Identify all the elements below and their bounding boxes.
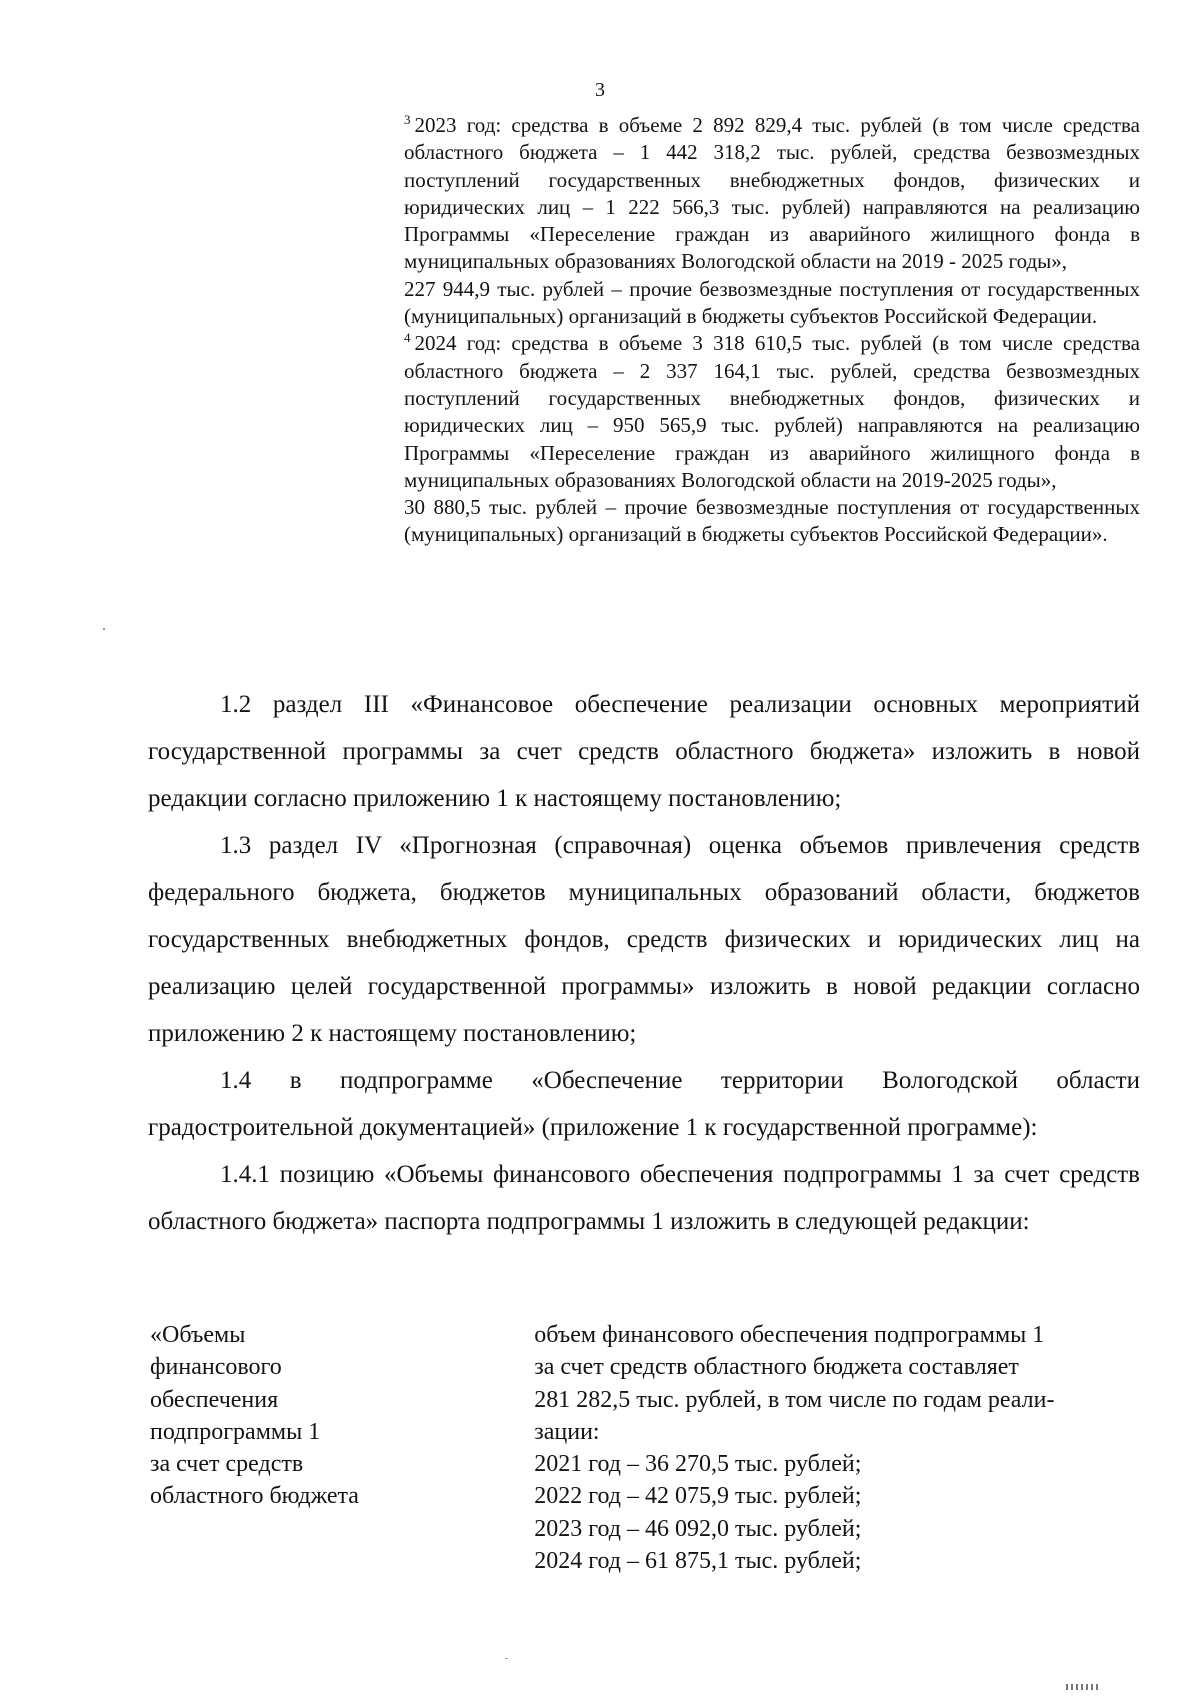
passport-year-2023: 2023 год – 46 092,0 тыс. рублей; xyxy=(534,1515,862,1542)
passport-position-value xyxy=(534,1319,1140,1577)
passport-year-2024: 2024 год – 61 875,1 тыс. рублей; xyxy=(534,1548,862,1575)
passport-year-2021: 2021 год – 36 270,5 тыс. рублей; xyxy=(534,1451,862,1478)
passport-value-line: за счет средств областного бюджета составляет xyxy=(534,1354,1019,1381)
footnote-4-paragraph-2: 30 880,5 тыс. рублей – прочие безвозмездные поступления от государственных (муниципальных) организаций в бюджеты субъектов Российской Федерации». xyxy=(404,495,1140,547)
scan-edge-mark xyxy=(1066,1684,1100,1690)
passport-year-2022: 2022 год – 42 075,9 тыс. рублей; xyxy=(534,1483,862,1510)
footnote-3-marker: 3 xyxy=(404,112,411,127)
footnote-3-paragraph-1 xyxy=(404,112,1140,276)
footnote-4 xyxy=(404,330,1140,548)
footnote-3 xyxy=(404,112,1140,330)
footnote-3-text: 2023 год: средства в объеме 2 892 829,4 тыс. рублей (в том числе средства областного бюджета – 1 442 318,2 тыс. рублей, средства безвозмездных поступлений государственных внебюджетных фондов, физических и юридических лиц – 1 222 566,3 тыс. рублей) направляются на реализацию Программы «Переселение граждан из аварийного жилищного фонда в муниципальных образованиях Вологодской области на 2019 - 2025 годы», xyxy=(404,113,1140,274)
paragraph-1-4-1: 1.4.1 позицию «Объемы финансового обеспечения подпрограммы 1 за счет средств областного бюджета» паспорта подпрограммы 1 изложить в следующей редакции: xyxy=(148,1161,1140,1235)
passport-label-line: обеспечения xyxy=(150,1386,279,1413)
passport-label-line: за счет средств xyxy=(150,1451,304,1478)
footnotes xyxy=(404,112,1140,549)
passport-label-line: подпрограммы 1 xyxy=(150,1418,321,1445)
passport-value-line: объем финансового обеспечения подпрограммы 1 xyxy=(534,1322,1045,1348)
paragraph-1-4: 1.4 в подпрограмме «Обеспечение территории Вологодской области градостроительной документацией» (приложение 1 к государственной программе): xyxy=(148,1067,1140,1141)
passport-value-line: 281 282,5 тыс. рублей, в том числе по годам реали- xyxy=(534,1386,1055,1413)
paragraph-1-3: 1.3 раздел IV «Прогнозная (справочная) оценка объемов привлечения средств федерального бюджета, бюджетов муниципальных образований области, бюджетов государственных внебюджетных фондов, средств физических и юридических лиц на реализацию целей государственной программы» изложить в новой редакции согласно приложению 2 к настоящему постановлению; xyxy=(148,832,1140,1047)
footnote-3-paragraph-2: 227 944,9 тыс. рублей – прочие безвозмездные поступления от государственных (муниципальных) организаций в бюджеты субъектов Российской Федерации. xyxy=(404,276,1140,329)
paragraph-1-2: 1.2 раздел III «Финансовое обеспечение реализации основных мероприятий государственной программы за счет средств областного бюджета» изложить в новой редакции согласно приложению 1 к настоящему постановлению; xyxy=(148,691,1140,812)
passport-label-line: финансового xyxy=(150,1354,282,1381)
passport-position-label xyxy=(150,1319,534,1577)
passport-label-line: «Объемы xyxy=(150,1322,246,1348)
passport-table xyxy=(150,1319,1140,1577)
main-body-text xyxy=(148,681,1140,1245)
passport-label-line: областного бюджета xyxy=(150,1483,359,1510)
footnote-4-paragraph-1 xyxy=(404,330,1140,494)
footnote-4-text: 2024 год: средства в объеме 3 318 610,5 тыс. рублей (в том числе средства областного бюджета – 2 337 164,1 тыс. рублей, средства безвозмездных поступлений государственных внебюджетных фондов, физических и юридических лиц – 950 565,9 тыс. рублей) направляются на реализацию Программы «Переселение граждан из аварийного жилищного фонда в муниципальных образованиях Вологодской области на 2019-2025 годы», xyxy=(404,331,1140,492)
scan-speck xyxy=(505,1658,508,1659)
scan-speck xyxy=(103,628,105,630)
page-number: 3 xyxy=(595,79,605,101)
footnote-4-marker: 4 xyxy=(404,330,411,346)
passport-value-line: зации: xyxy=(534,1418,600,1445)
